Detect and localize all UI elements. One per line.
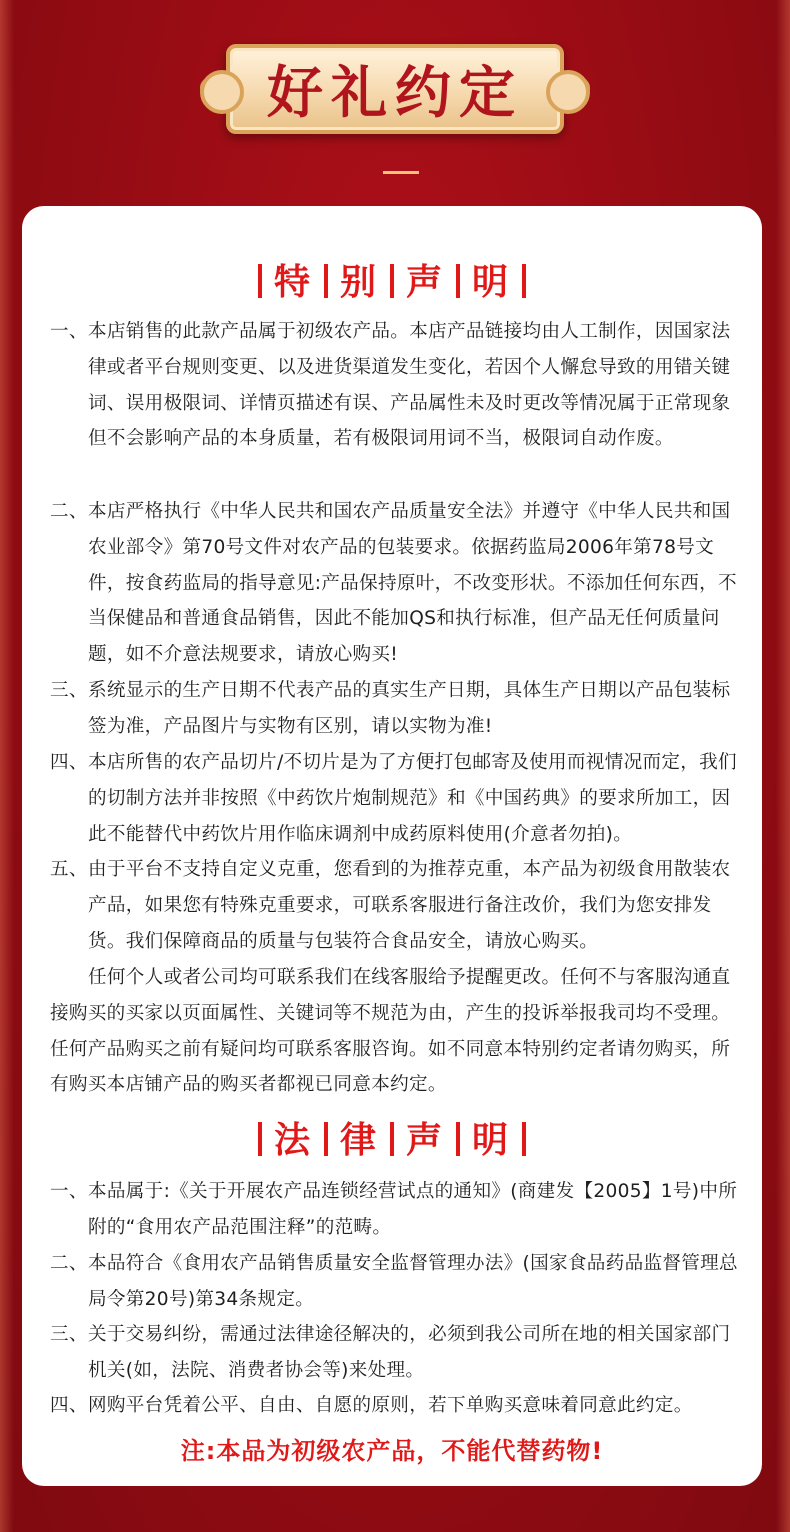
special-item-2: 二、 本店严格执行《中华人民共和国农产品质量安全法》并遵守《中华人民共和国农业部令》第70号文件对农产品的包装要求。依据药监局2006年第78号文件，按食药监局的指导意见:产品保持原叶，不改变形状。不添加任何东西，不当保健品和普通食品销售，因此不能加QS和执行标准，但产品无任何质量问题，如不介意法规要求，请放心购买! xyxy=(50,501,737,666)
legal-item-1: 一、 本品属于:《关于开展农产品连锁经营试点的通知》(商建发【2005】1号)中所附的“食用农产品范围注释”的范畴。 xyxy=(50,1181,738,1238)
legal-item-4: 四、 网购平台凭着公平、自由、自愿的原则，若下单购买意味着同意此约定。 xyxy=(50,1395,693,1416)
special-item-3: 三、 系统显示的生产日期不代表产品的真实生产日期，具体生产日期以产品包装标签为准，产品图片与实物有区别，请以实物为准! xyxy=(50,680,731,737)
medicine-notice: 注:本品为初级农产品，不能代替药物! xyxy=(180,1437,604,1465)
title-banner xyxy=(200,34,590,144)
special-closing: 任何个人或者公司均可联系我们在线客服给予提醒更改。任何不与客服沟通直接购买的买家以页面属性、关键词等不规范为由，产生的投诉举报我司均不受理。任何产品购买之前有疑问均可联系客服咨询。如不同意本特别约定者请勿购买，所有购买本店铺产品的购买者都视已同意本约定。 xyxy=(50,967,731,1096)
banner-title: 好礼约定 xyxy=(267,60,523,126)
title-divider xyxy=(383,171,419,174)
special-item-4: 四、 本店所售的农产品切片/不切片是为了方便打包邮寄及使用而视情况而定，我们的切制方法并非按照《中药饮片炮制规范》和《中国药典》的要求所加工，因此不能替代中药饮片用作临床调剂中成药原料使用(介意者勿拍)。 xyxy=(50,752,737,845)
special-item-1: 一、 本店销售的此款产品属于初级农产品。本店产品链接均由人工制作，因国家法律或者平台规则变更、以及进货渠道发生变化，若因个人懈怠导致的用错关键词、误用极限词、详情页描述有误、产品属性未及时更改等情况属于正常现象但不会影响产品的本身质量，若有极限词用词不当，极限词自动作废。 xyxy=(50,321,731,450)
special-statement-title: 特 别 声 明 xyxy=(22,254,762,305)
left-edge-decoration xyxy=(0,0,14,1532)
special-item-5: 五、 由于平台不支持自定义克重，您看到的为推荐克重，本产品为初级食用散装农产品，如果您有特殊克重要求，可联系客服进行备注改价，我们为您安排发货。我们保障商品的质量与包装符合食品安全，请放心购买。 xyxy=(50,859,731,952)
legal-item-2: 二、 本品符合《食用农产品销售质量安全监督管理办法》(国家食品药品监督管理总局令第20号)第34条规定。 xyxy=(50,1253,738,1310)
legal-statement-title: 法 律 声 明 xyxy=(22,1112,762,1163)
content-card xyxy=(22,206,762,1486)
right-edge-decoration xyxy=(776,0,790,1532)
legal-item-3: 三、 关于交易纠纷，需通过法律途径解决的，必须到我公司所在地的相关国家部门机关(如，法院、消费者协会等)来处理。 xyxy=(50,1324,731,1381)
